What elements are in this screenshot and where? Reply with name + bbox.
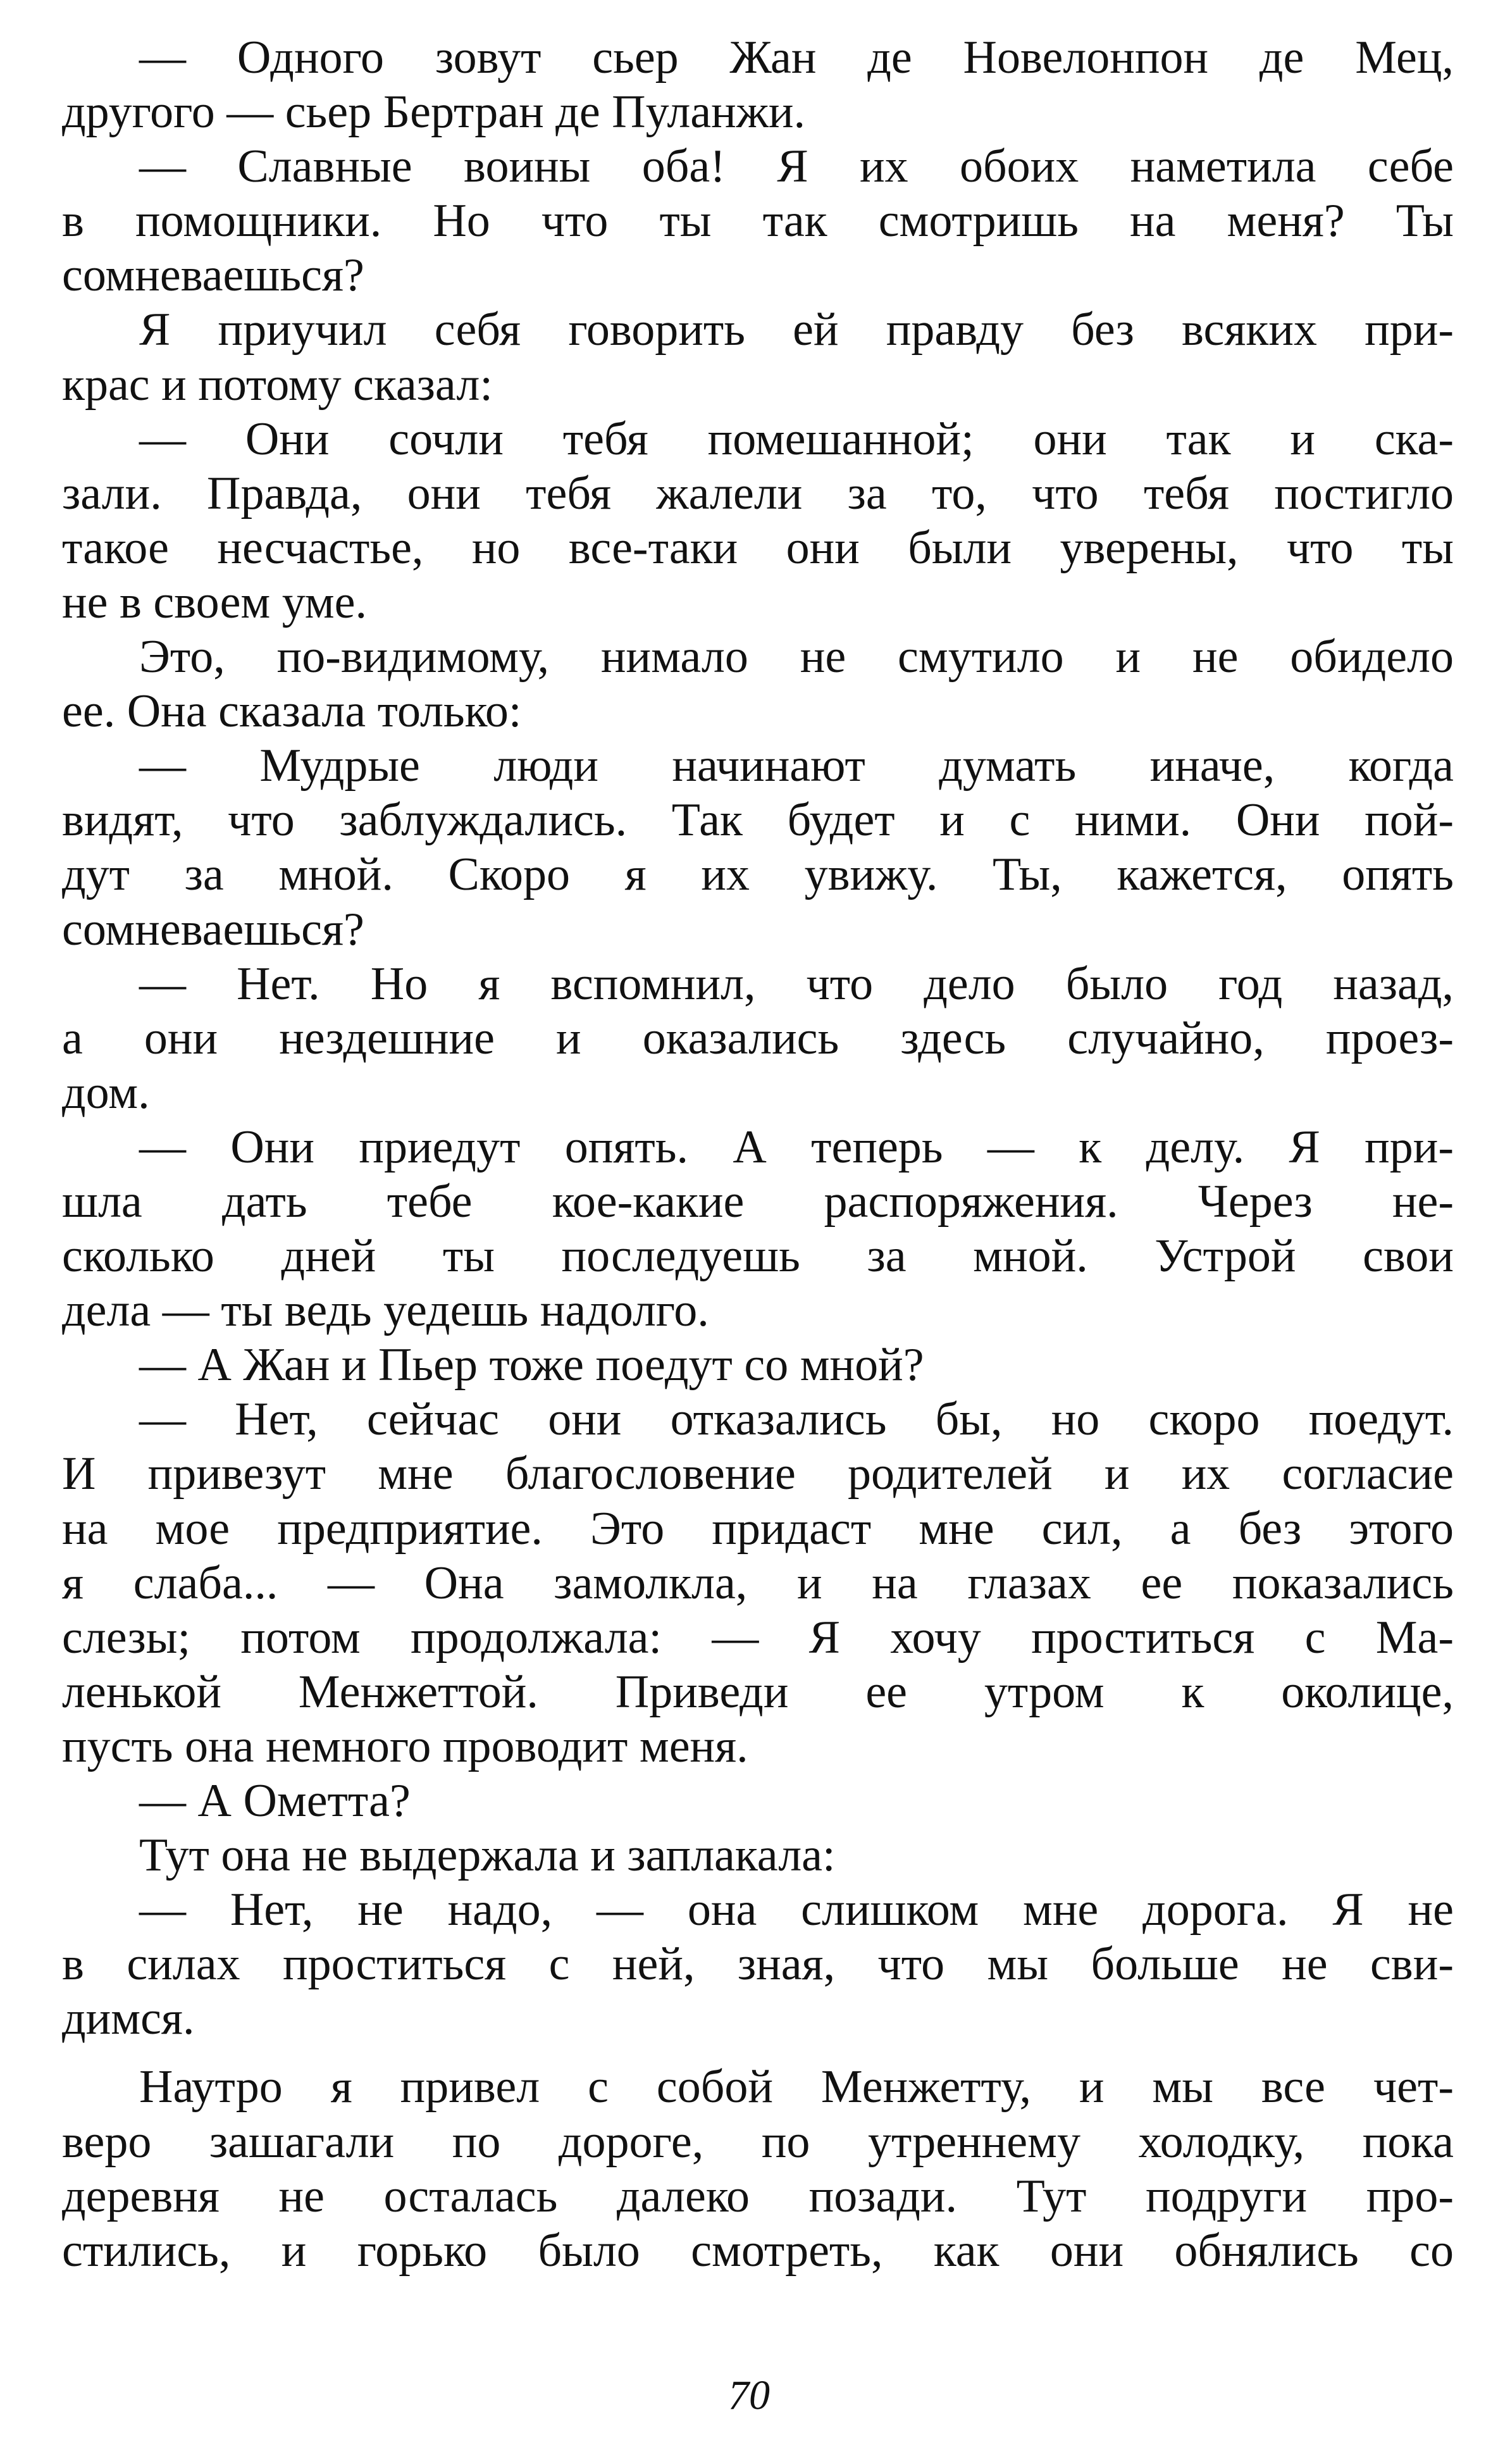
text-line: — Нет, не надо, — она слишком мне дорога. Я не [139, 1884, 1454, 1936]
text-line: — Одного зовут сьер Жан де Новелонпон де Мец, [139, 32, 1454, 84]
text-line: крас и потому сказал: [62, 358, 493, 411]
text-line: — Они сочли тебя помешанной; они так и ска- [139, 413, 1454, 465]
text-line: дут за мной. Скоро я их увижу. Ты, кажется, опять [62, 849, 1454, 901]
text-line: Тут она не выдержала и заплакала: [139, 1829, 836, 1882]
paragraph [62, 1120, 1454, 1338]
text-line: не в своем уме. [62, 576, 367, 628]
text-line: сомневаешься? [62, 903, 364, 955]
text-line: сколько дней ты последуешь за мной. Устрой свои [62, 1230, 1454, 1283]
text-line: — Они приедут опять. А теперь — к делу. Я при- [139, 1121, 1454, 1173]
text-line: дом. [62, 1066, 150, 1119]
paragraph [62, 412, 1454, 630]
text-line: шла дать тебе кое-какие распоряжения. Через не- [62, 1175, 1454, 1228]
text-line: веро зашагали по дороге, по утреннему холодку, пока [62, 2115, 1454, 2168]
text-line: — Мудрые люди начинают думать иначе, когда [139, 740, 1454, 792]
text-line: — Славные воины оба! Я их обоих наметила себе [139, 140, 1454, 193]
text-line: в помощники. Но что ты так смотришь на меня? Ты [62, 195, 1454, 247]
text-line: другого — сьер Бертран де Пуланжи. [62, 86, 805, 139]
text-line: я слаба... — Она замолкла, и на глазах ее показались [62, 1557, 1454, 1609]
paragraph [62, 1338, 1454, 1392]
text-line: — А Ометта? [139, 1775, 411, 1827]
text-line: Я приучил себя говорить ей правду без всяких при- [139, 304, 1454, 356]
text-line: в силах проститься с ней, зная, что мы больше не сви- [62, 1938, 1454, 1991]
book-page [62, 30, 1454, 2278]
text-line: — А Жан и Пьер тоже поедут со мной? [139, 1339, 924, 1391]
text-line: пусть она немного проводит меня. [62, 1720, 748, 1772]
text-line: И привезут мне благословение родителей и их согласие [62, 1448, 1454, 1500]
text-line: такое несчастье, но все-таки они были уверены, что ты [62, 521, 1454, 574]
paragraph [62, 139, 1454, 302]
text-line: дела — ты ведь уедешь надолго. [62, 1285, 709, 1337]
text-line: Наутро я привел с собой Менжетту, и мы все чет- [139, 2061, 1454, 2113]
paragraph [62, 1882, 1454, 2046]
text-line: а они нездешние и оказались здесь случайно, проез- [62, 1012, 1454, 1064]
text-line: на мое предприятие. Это придаст мне сил, а без этого [62, 1502, 1454, 1555]
text-line: зали. Правда, они тебя жалели за то, что тебя постигло [62, 467, 1454, 520]
paragraph [62, 1392, 1454, 1774]
paragraph [62, 738, 1454, 956]
text-line: — Нет, сейчас они отказались бы, но скоро поедут. [139, 1393, 1454, 1446]
paragraph [62, 1774, 1454, 1828]
paragraph [62, 302, 1454, 411]
paragraph [62, 630, 1454, 738]
text-line: Это, по-видимому, нимало не смутило и не обидело [139, 631, 1454, 683]
text-line: — Нет. Но я вспомнил, что дело было год назад, [139, 957, 1454, 1010]
text-line: стились, и горько было смотреть, как они обнялись со [62, 2224, 1454, 2277]
paragraph [62, 1828, 1454, 1882]
paragraph [62, 2060, 1454, 2277]
text-line: слезы; потом продолжала: — Я хочу проститься с Ма- [62, 1611, 1454, 1664]
text-line: сомневаешься? [62, 249, 364, 302]
text-line: димся. [62, 1993, 195, 2045]
text-line: деревня не осталась далеко позади. Тут подруги про- [62, 2170, 1454, 2222]
paragraph [62, 30, 1454, 139]
section-spacer [62, 2046, 1454, 2060]
text-line: ее. Она сказала только: [62, 685, 522, 738]
paragraph [62, 957, 1454, 1120]
page-number: 70 [728, 2372, 770, 2418]
text-line: видят, что заблуждались. Так будет и с ними. Они пой- [62, 794, 1454, 847]
text-line: ленькой Менжеттой. Приведи ее утром к околице, [62, 1665, 1454, 1718]
